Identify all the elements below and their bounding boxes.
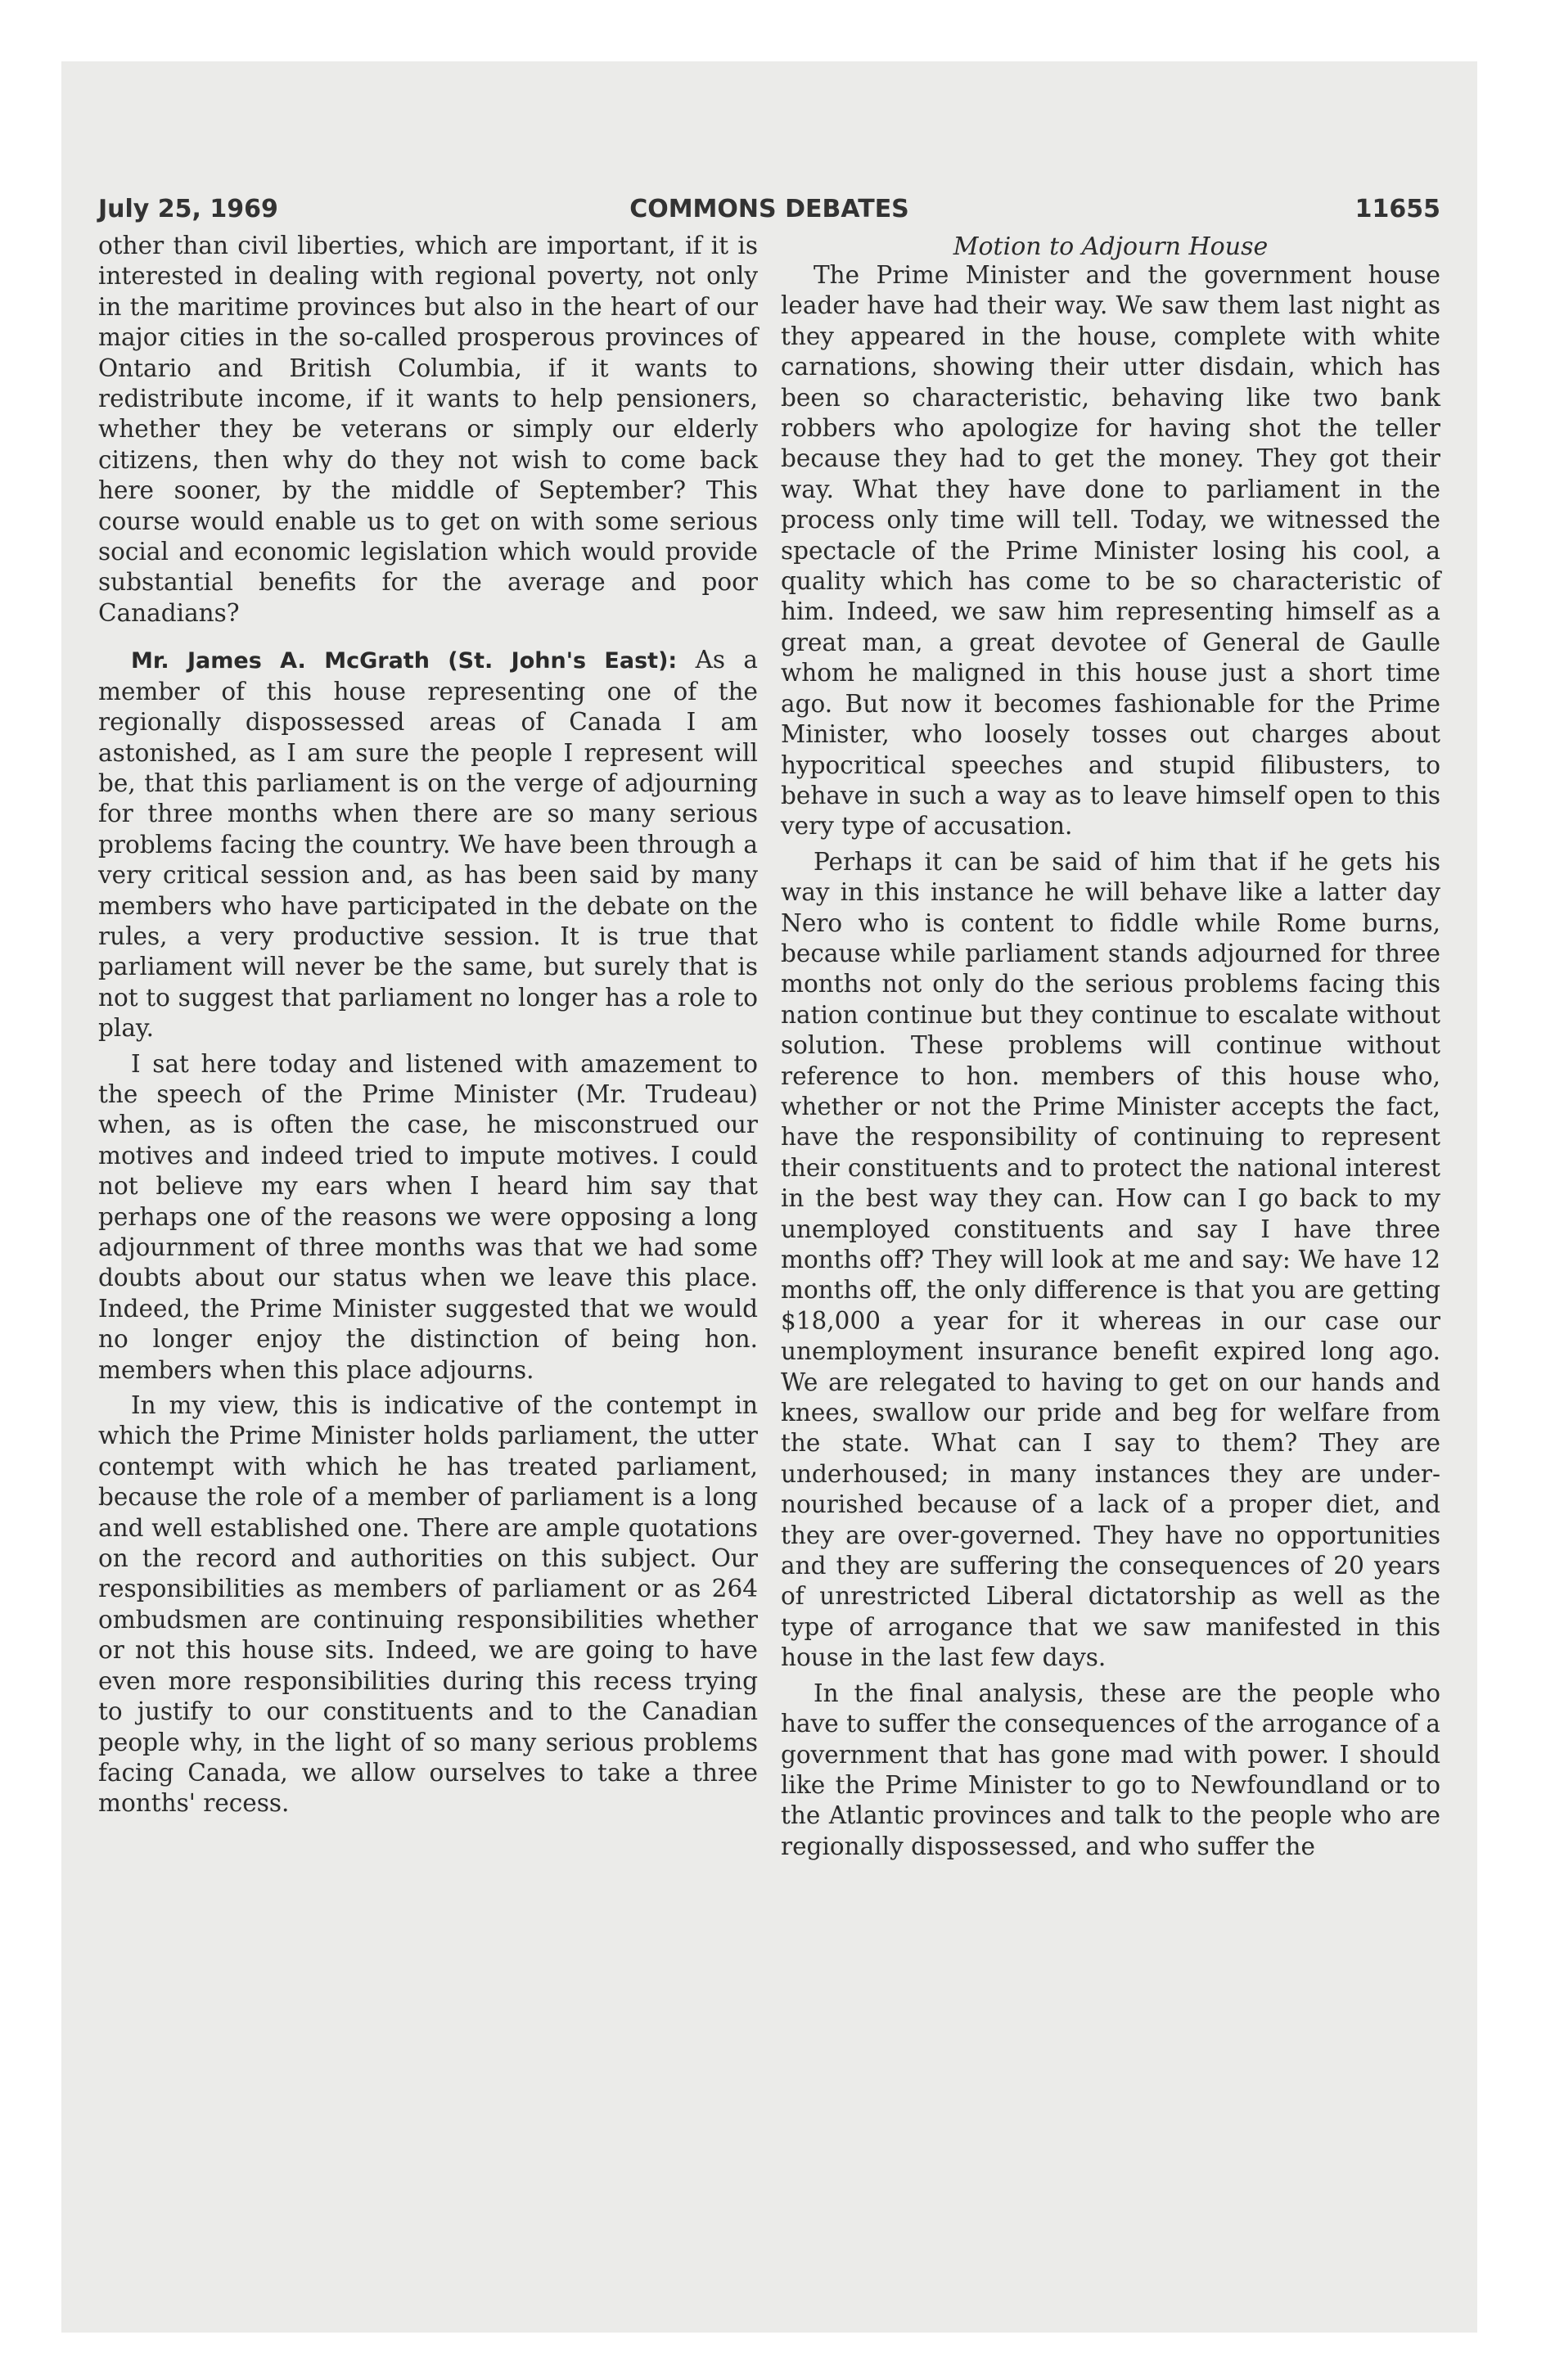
paragraph: In my view, this is indicative of the contempt in which the Prime Minister holds parliament, the utter contempt with which he has treated parliament, because the role of a member of parliament is a long and well established one. There are ample quotations on the record and authorities on this subject. Our responsibilities as members of parliament or as 264 ombudsmen are continuing responsibilities whether or not this house sits. Indeed, we are going to have even more responsibilities during this recess trying to justify to our constituents and to the Canadian people why, in the light of so many serious problems facing Canada, we allow ourselves to take a three months' recess. [98,1391,758,1818]
header-title: COMMONS DEBATES [629,195,909,223]
paragraph: Perhaps it can be said of him that if he gets his way in this instance he will behave like a latter day Nero who is content to fiddle while Rome burns, because while parliament stands adjourned for three months not only do the serious problems facing this nation continue but they continue to escalate without solution. These problems will continue without reference to hon. members of this house who, whether or not the Prime Minister accepts the fact, have the responsibility of continuing to represent their constituents and to protect the national interest in the best way they can. How can I go back to my unemployed constituents and say I have three months off? They will look at me and say: We have 12 months off, the only difference is that you are getting $18,000 a year for it whereas in our case our unemployment insurance benefit expired long ago. We are relegated to having to get on our hands and knees, swallow our pride and beg for welfare from the state. What can I say to them? They are underhoused; in many instances they are under-nourished because of a lack of a proper diet, and they are over-governed. They have no opportunities and they are suffering the consequences of 20 years of unrestricted Liberal dictatorship as well as the type of arrogance that we saw manifested in this house in the last few days. [781,847,1440,1672]
document-page [98,192,1440,1860]
right-column [781,260,1440,1867]
left-column [98,231,758,1824]
paragraph: In the final analysis, these are the people who have to suffer the consequences of the arrogance of a government that has gone mad with power. I should like the Prime Minister to go to Newfoundland or to the Atlantic provinces and talk to the people who are regionally dispossessed, and who suffer the [781,1679,1440,1860]
header-date: July 25, 1969 [98,195,278,223]
speaker-paragraph [98,645,758,1044]
subject-heading: Motion to Adjourn House [953,232,1269,261]
paragraph: I sat here today and listened with amazement to the speech of the Prime Minister (Mr. Trudeau) when, as is often the case, he misconstrued our motives and indeed tried to impute motives. I could not believe my ears when I heard him say that perhaps one of the reasons we were opposing a long adjournment of three months was that we had some doubts about our status when we leave this place. Indeed, the Prime Minister suggested that we would no longer enjoy the distinction of being hon. members when this place adjourns. [98,1049,758,1384]
speech-text: As a member of this house representing one of the regionally dispossessed areas of Canada I am astonished, as I am sure the people I represent will be, that this parliament is on the verge of adjourning for three months when there are so many serious problems facing the country. We have been through a very critical session and, as has been said by many members who have participated in the debate on the rules, a very productive session. It is true that parliament will never be the same, but surely that is not to suggest that parliament no longer has a role to play. [98,646,758,1043]
paragraph: other than civil liberties, which are important, if it is interested in dealing with regional poverty, not only in the maritime provinces but also in the heart of our major cities in the so-called prosperous provinces of Ontario and British Columbia, if it wants to redistribute income, if it wants to help pensioners, whether they be veterans or simply our elderly citizens, then why do they not wish to come back here sooner, by the middle of September? This course would enable us to get on with some serious social and economic legislation which would provide substantial benefits for the average and poor Canadians? [98,232,758,627]
speaker-name: Mr. James A. McGrath (St. John's East): [131,648,678,674]
paragraph: The Prime Minister and the government house leader have had their way. We saw them last night as they appeared in the house, complete with white carnations, showing their utter disdain, which has been so characteristic, behaving like two bank robbers who apologize for having shot the teller because they had to get the money. They got their way. What they have done to parliament in the process only time will tell. Today, we witnessed the spectacle of the Prime Minister losing his cool, a quality which has come to be so characteristic of him. Indeed, we saw him representing himself as a great man, a great devotee of General de Gaulle whom he maligned in this house just a short time ago. But now it becomes fashionable for the Prime Minister, who loosely tosses out charges about hypocritical speeches and stupid filibusters, to behave in such a way as to leave himself open to this very type of accusation. [781,261,1440,841]
header-page-number: 11655 [1354,195,1440,223]
running-header [98,192,1440,228]
